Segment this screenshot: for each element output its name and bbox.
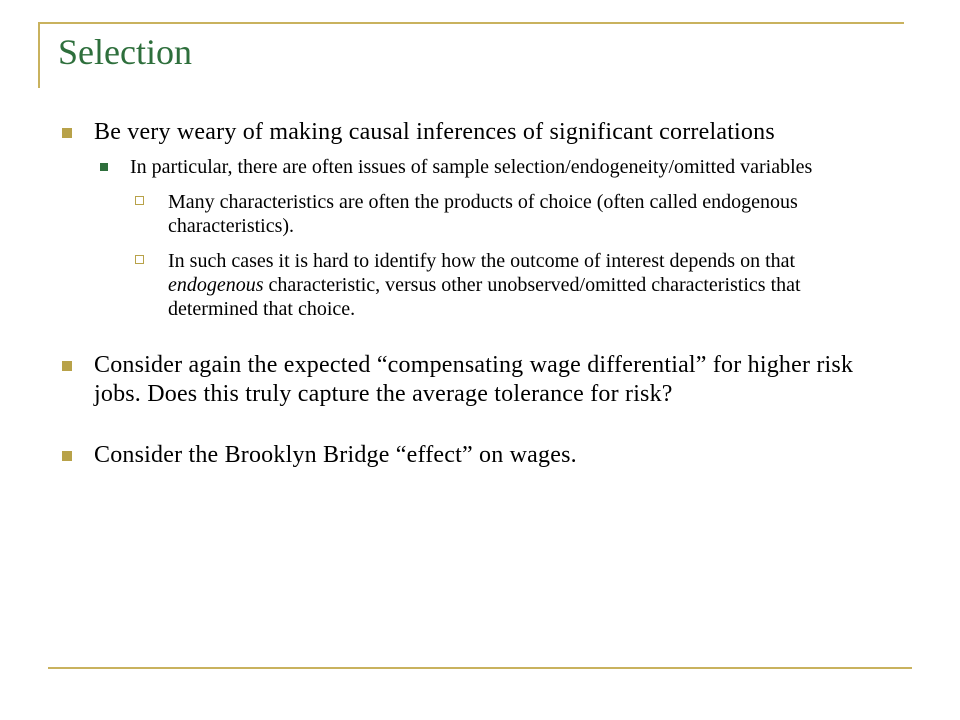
left-border-rule bbox=[38, 22, 40, 88]
slide-body bbox=[60, 118, 890, 470]
hollow-square-bullet-icon bbox=[135, 196, 144, 205]
hollow-square-bullet-icon bbox=[135, 255, 144, 264]
square-bullet-icon bbox=[62, 128, 72, 138]
bullet-text: Consider the Brooklyn Bridge “effect” on wages. bbox=[94, 442, 577, 468]
square-bullet-icon bbox=[62, 361, 72, 371]
bullet-text: Be very weary of making causal inferences of significant correlations bbox=[94, 119, 775, 145]
top-border-rule bbox=[38, 22, 904, 24]
bullet-item-level1 bbox=[60, 351, 890, 409]
bullet-item-level1 bbox=[60, 118, 890, 147]
bullet-text-emphasis: endogenous bbox=[168, 274, 264, 296]
bottom-border-rule bbox=[48, 667, 912, 669]
bullet-text: In particular, there are often issues of sample selection/endogeneity/omitted variables bbox=[130, 156, 813, 178]
square-bullet-icon bbox=[100, 163, 108, 171]
square-bullet-icon bbox=[62, 451, 72, 461]
bullet-item-level1 bbox=[60, 441, 890, 470]
bullet-item-level3 bbox=[60, 249, 890, 321]
bullet-text: Consider again the expected “compensating wage differential” for higher risk jobs. Does this truly capture the average tolerance for risk? bbox=[94, 352, 854, 407]
bullet-text: Many characteristics are often the products of choice (often called endogenous characteristics). bbox=[168, 191, 798, 237]
bullet-text bbox=[168, 250, 801, 320]
slide-title: Selection bbox=[58, 32, 192, 72]
bullet-text-part: In such cases it is hard to identify how the outcome of interest depends on that bbox=[168, 250, 796, 272]
bullet-item-level3 bbox=[60, 190, 890, 238]
bullet-text-part: characteristic, versus other unobserved/omitted characteristics that determined that choice. bbox=[168, 274, 801, 320]
bullet-item-level2 bbox=[60, 155, 890, 179]
